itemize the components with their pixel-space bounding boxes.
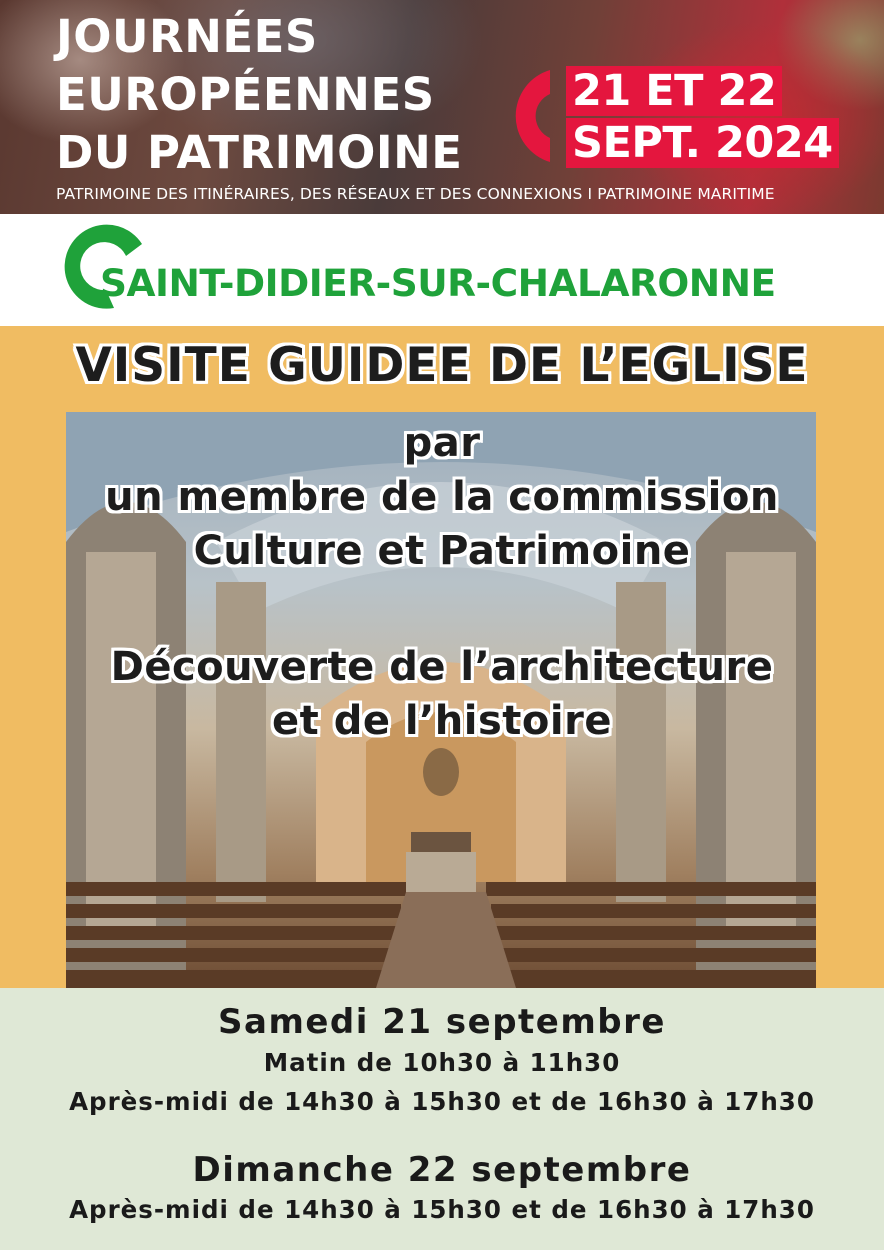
saturday-slot: Matin de 10h30 à 11h30 xyxy=(263,1048,621,1077)
jep-c-logo-icon xyxy=(498,64,554,168)
event-headline: VISITE GUIDEE DE L’EGLISE xyxy=(75,338,809,393)
banner-title-line: EUROPÉENNES xyxy=(56,68,435,121)
event-line: par xyxy=(403,420,481,466)
event-date-line-1: 21 ET 22 xyxy=(566,66,782,116)
banner-theme: PATRIMOINE DES ITINÉRAIRES, DES RÉSEAUX ET DES CONNEXIONS I PATRIMOINE MARITIME xyxy=(56,185,775,203)
banner-title-line: DU PATRIMOINE xyxy=(56,126,463,179)
event-line: Culture et Patrimoine xyxy=(193,528,691,574)
event-date-line-2: SEPT. 2024 xyxy=(566,118,839,168)
event-line: un membre de la commission xyxy=(105,474,779,520)
header-banner xyxy=(0,0,884,214)
commune-band xyxy=(0,214,884,326)
banner-title-line: JOURNÉES xyxy=(56,10,318,63)
schedule-panel xyxy=(0,988,884,1250)
saturday-slot: Après-midi de 14h30 à 15h30 et de 16h30 à 17h30 xyxy=(69,1087,815,1116)
event-line: Découverte de l’architecture xyxy=(110,644,774,690)
banner-title xyxy=(56,8,463,182)
commune-name: SAINT-DIDIER-SUR-CHALARONNE xyxy=(100,261,776,305)
event-line: et de l’histoire xyxy=(272,698,612,744)
sunday-slot: Après-midi de 14h30 à 15h30 et de 16h30 à 17h30 xyxy=(69,1195,815,1224)
sunday-heading: Dimanche 22 septembre xyxy=(192,1150,692,1190)
saturday-heading: Samedi 21 septembre xyxy=(218,1002,666,1042)
